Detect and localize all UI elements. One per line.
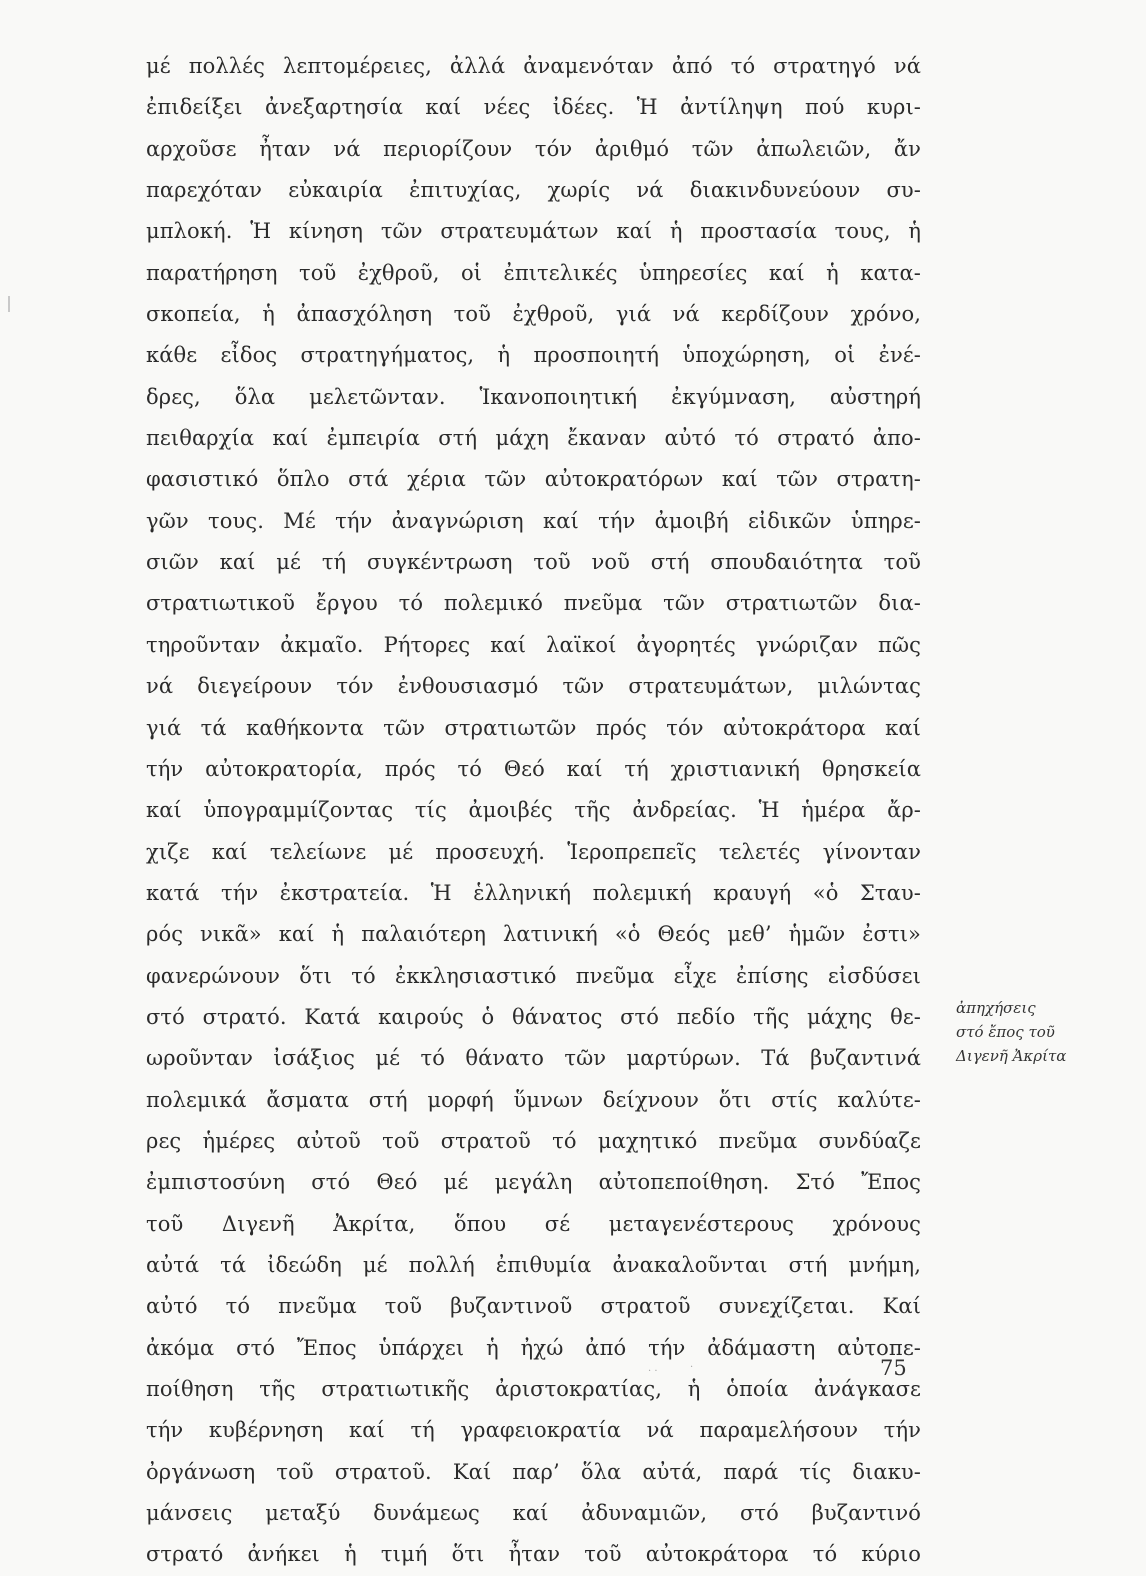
margin-note-line: Διγενῆ Ἀκρίτα	[956, 1047, 1067, 1065]
margin-note	[956, 996, 1126, 1068]
text-line: ποίθηση τῆς στρατιωτικῆς ἀριστοκρατίας, ἡ ὁποία ἀνάγκασε	[146, 1377, 921, 1401]
body-text	[146, 46, 921, 1576]
text-line: ρες ἡμέρες αὐτοῦ τοῦ στρατοῦ τό μαχητικό πνεῦμα συνδύαζε	[146, 1128, 921, 1153]
text-line: φανερώνουν ὅτι τό ἐκκλησιαστικό πνεῦμα εἶχε ἐπίσης εἰσδύσει	[146, 963, 921, 988]
text-line: τήν κυβέρνηση καί τή γραφειοκρατία νά παραμελήσουν τήν	[146, 1418, 921, 1443]
text-line: στό στρατό. Κατά καιρούς ὁ θάνατος στό πεδίο τῆς μάχης θε-	[146, 1004, 921, 1029]
margin-note-line: ἀπηχήσεις	[956, 999, 1036, 1017]
text-line: ωροῦνταν ἰσάξιος μέ τό θάνατο τῶν μαρτύρων. Τά βυζαντινά	[146, 1046, 921, 1071]
text-line: κάθε εἶδος στρατηγήματος, ἡ προσποιητή ὑποχώρηση, οἱ ἐνέ-	[146, 343, 921, 368]
page-number: 75	[880, 1356, 907, 1380]
text-line: μπλοκή. Ἡ κίνηση τῶν στρατευμάτων καί ἡ προστασία τους, ἡ	[146, 219, 921, 244]
text-line: τηροῦνταν ἀκμαῖο. Ρήτορες καί λαϊκοί ἀγορητές γνώριζαν πῶς	[146, 632, 921, 657]
scan-speck: ·	[690, 1362, 694, 1373]
text-line: καί ὑπογραμμίζοντας τίς ἀμοιβές τῆς ἀνδρείας. Ἡ ἡμέρα ἄρ-	[146, 798, 921, 823]
text-line: σκοπεία, ἡ ἀπασχόληση τοῦ ἐχθροῦ, γιά νά κερδίζουν χρόνο,	[146, 302, 921, 327]
text-line: στρατό ἀνήκει ἡ τιμή ὅτι ἦταν τοῦ αὐτοκράτορα τό κύριο	[146, 1542, 921, 1567]
text-line: σιῶν καί μέ τή συγκέντρωση τοῦ νοῦ στή σπουδαιότητα τοῦ	[146, 550, 921, 575]
text-line: τήν αὐτοκρατορία, πρός τό Θεό καί τή χριστιανική θρησκεία	[146, 756, 921, 781]
text-line: πειθαρχία καί ἐμπειρία στή μάχη ἔκαναν αὐτό τό στρατό ἀπο-	[146, 426, 921, 451]
text-line: μέ πολλές λεπτομέρειες, ἀλλά ἀναμενόταν ἀπό τό στρατηγό νά	[146, 54, 921, 78]
margin-note-line: στό ἔπος τοῦ	[956, 1023, 1055, 1041]
text-line: νά διεγείρουν τόν ἐνθουσιασμό τῶν στρατευμάτων, μιλώντας	[146, 674, 921, 699]
text-line: στρατιωτικοῦ ἔργου τό πολεμικό πνεῦμα τῶν στρατιωτῶν δια-	[146, 591, 921, 616]
text-line: ρός νικᾶ» καί ἡ παλαιότερη λατινική «ὁ Θεός μεθ’ ἡμῶν ἐστι»	[146, 922, 921, 947]
text-line: αρχοῦσε ἦταν νά περιορίζουν τόν ἀριθμό τῶν ἀπωλειῶν, ἄν	[146, 136, 921, 161]
text-line: ὀργάνωση τοῦ στρατοῦ. Καί παρ’ ὅλα αὐτά, παρά τίς διακυ-	[146, 1459, 921, 1484]
text-line: ἀκόμα στό Ἔπος ὑπάρχει ἡ ἠχώ ἀπό τήν ἀδάμαστη αὐτοπε-	[146, 1335, 921, 1360]
text-line: χιζε καί τελείωνε μέ προσευχή. Ἱεροπρεπεῖς τελετές γίνονταν	[146, 839, 921, 864]
text-line: φασιστικό ὅπλο στά χέρια τῶν αὐτοκρατόρων καί τῶν στρατη-	[146, 467, 921, 492]
text-line: τοῦ Διγενῆ Ἀκρίτα, ὅπου σέ μεταγενέστερους χρόνους	[146, 1211, 921, 1236]
text-line: ἐμπιστοσύνη στό Θεό μέ μεγάλη αὐτοπεποίθηση. Στό Ἔπος	[146, 1170, 921, 1195]
text-line: πολεμικά ἄσματα στή μορφή ὕμνων δείχνουν ὅτι στίς καλύτε-	[146, 1087, 921, 1112]
text-line: κατά τήν ἐκστρατεία. Ἡ ἑλληνική πολεμική κραυγή «ὁ Σταυ-	[146, 880, 921, 905]
text-line: δρες, ὅλα μελετῶνταν. Ἱκανοποιητική ἐκγύμναση, αὐστηρή	[146, 384, 921, 409]
text-line: μάνσεις μεταξύ δυνάμεως καί ἀδυναμιῶν, στό βυζαντινό	[146, 1501, 921, 1526]
text-line: ἐπιδείξει ἀνεξαρτησία καί νέες ἰδέες. Ἡ ἀντίληψη πού κυρι-	[146, 95, 921, 120]
scan-speck: · ·	[648, 1366, 658, 1377]
text-line: παρεχόταν εὐκαιρία ἐπιτυχίας, χωρίς νά διακινδυνεύουν συ-	[146, 178, 921, 203]
scan-edge-mark	[8, 296, 10, 312]
text-line: αὐτά τά ἰδεώδη μέ πολλή ἐπιθυμία ἀνακαλοῦνται στή μνήμη,	[146, 1252, 921, 1277]
text-line: παρατήρηση τοῦ ἐχθροῦ, οἱ ἐπιτελικές ὑπηρεσίες καί ἡ κατα-	[146, 260, 921, 285]
text-line: γιά τά καθήκοντα τῶν στρατιωτῶν πρός τόν αὐτοκράτορα καί	[146, 715, 921, 740]
text-line: αὐτό τό πνεῦμα τοῦ βυζαντινοῦ στρατοῦ συνεχίζεται. Καί	[146, 1294, 921, 1319]
text-line: γῶν τους. Μέ τήν ἀναγνώριση καί τήν ἀμοιβή εἰδικῶν ὑπηρε-	[146, 508, 921, 533]
